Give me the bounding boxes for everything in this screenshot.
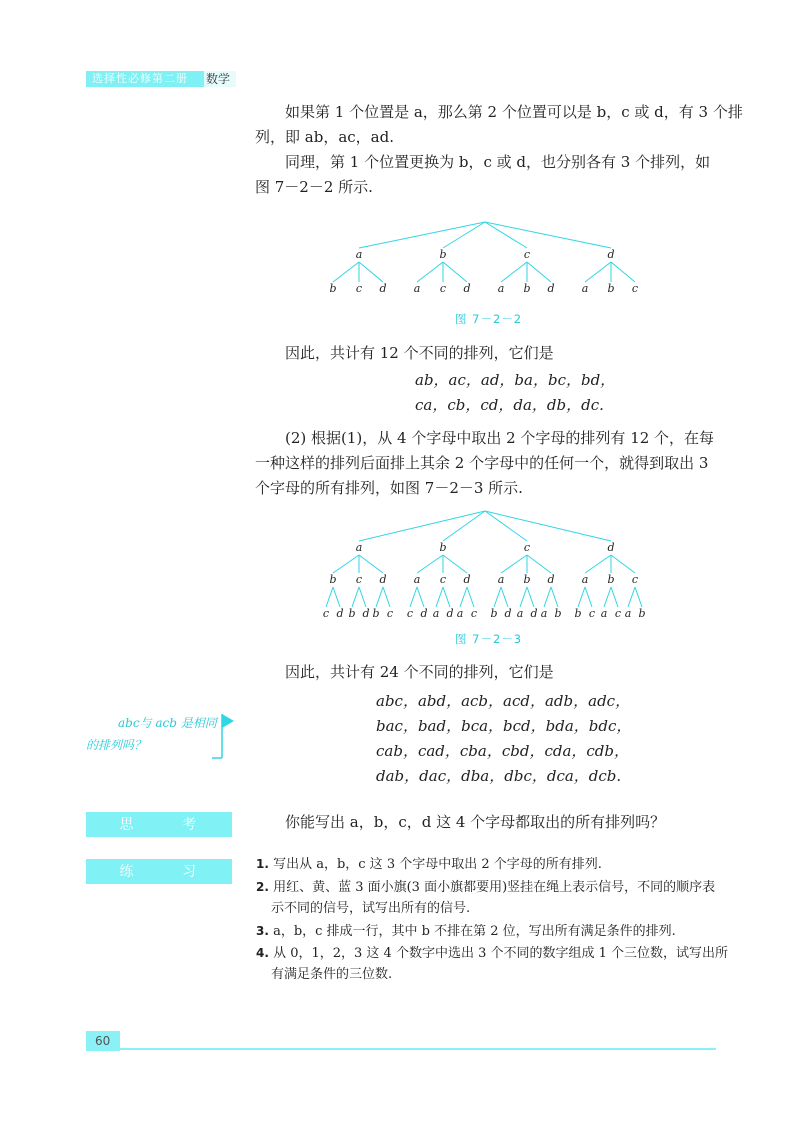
tree-figure-7-2-3 [0,505,800,625]
tree-edge-ba [417,262,443,282]
exercise-4-number: 4. [256,946,269,960]
tree-node-cb: b [523,282,531,295]
tree3-leaf-acd: d [362,607,370,620]
tree-edge-root-a [359,222,485,248]
header-series: 选择性必修第二册 [92,72,188,85]
exercise-4 [256,942,728,965]
tree-node-l1-a: a [355,248,363,261]
tree3-leaf-adb: b [372,607,380,620]
figure-7-2-3-caption: 图 7－2－3 [455,632,523,646]
header-subject-band [204,71,236,87]
para4-line2: 一种这样的排列后面排上其余 2 个字母中的任何一个，就得到取出 3 [255,454,709,472]
think-label: 思 考 [119,817,218,833]
tree3-edge-bcd [443,587,450,607]
tree3-edge-cbd [527,587,534,607]
tree3-node-db: b [607,573,615,586]
tree3-edge-dac [585,587,592,607]
tree3-node-l1-d: d [607,541,615,554]
practice-label-box [86,859,232,884]
tree3-leaf-cba: a [516,607,524,620]
margin-note-line2: 的排列吗？ [86,738,147,752]
tree-node-ba: a [413,282,421,295]
exercise-4-text-line2: 有满足条件的三位数. [271,967,393,982]
page-number-box [86,1031,120,1051]
para5: 因此，共计有 24 个不同的排列，它们是 [285,663,554,681]
exercise-1 [256,853,602,876]
tree3-node-dc: c [631,573,639,586]
tree3-edge-dba [604,587,611,607]
tree3-edge-bd [443,555,467,573]
tree-edge-dc [611,262,635,282]
list12-line1: ab，ac，ad，ba，bc，bd， [415,371,616,389]
tree3-leaf-dcb: b [638,607,646,620]
tree-edge-bd [443,262,467,282]
tree-edge-cd [527,262,551,282]
tree3-leaf-bca: a [432,607,440,620]
tree-node-cd: d [547,282,555,295]
tree3-leaf-acb: b [348,607,356,620]
tree3-leaf-bda: a [456,607,464,620]
tree3-leaf-cad: d [504,607,512,620]
tree-node-bd: d [463,282,471,295]
tree3-edge-bdc [467,587,474,607]
tree-figure-7-2-2 [0,210,800,310]
para4-line1: (2) 根据(1)，从 4 个字母中取出 2 个字母的排列有 12 个，在每 [285,429,715,447]
tree3-leaf-cab: b [490,607,498,620]
para2-line2: 图 7－2－2 所示. [255,178,373,196]
para1-line2: 列，即 ab，ac，ad. [255,128,394,146]
header-series-band [86,71,204,87]
tree-node-l1-b: b [439,248,447,261]
tree3-edge-dc [611,555,635,573]
tree3-leaf-abc: c [322,607,330,620]
tree3-edge-ca [501,555,527,573]
tree-node-ab: b [329,282,337,295]
tree-node-ca: a [497,282,505,295]
tree3-leaf-bcd: d [446,607,454,620]
tree-node-l1-c: c [523,248,531,261]
exercise-3-text: a，b，c 排成一行，其中 b 不排在第 2 位，写出所有满足条件的排列. [273,924,676,939]
tree-node-db: b [607,282,615,295]
tree-node-ad: d [379,282,387,295]
tree-edge-ab [333,262,359,282]
tree3-node-ad: d [379,573,387,586]
tree3-node-ca: a [497,573,505,586]
tree-node-dc: c [631,282,639,295]
tree3-edge-bca [436,587,443,607]
exercise-3-number: 3. [256,924,269,938]
tree3-leaf-bad: d [420,607,428,620]
list24-line2: bac，bad，bca，bcd，bda，bdc， [376,717,632,735]
tree3-edge-cda [544,587,551,607]
tree3-leaf-dba: a [600,607,608,620]
flag-icon [210,712,236,762]
tree3-edge-abd [333,587,340,607]
tree3-edge-dbc [611,587,618,607]
tree3-edge-acb [352,587,359,607]
tree3-edge-root-a [359,511,485,541]
exercise-1-text: 写出从 a，b，c 这 3 个字母中取出 2 个字母的所有排列. [273,857,602,872]
tree3-edge-ad [359,555,383,573]
tree3-leaf-dab: b [574,607,582,620]
tree3-node-bd: d [463,573,471,586]
tree3-node-l1-c: c [523,541,531,554]
tree3-leaf-cdb: b [554,607,562,620]
tree3-edge-cad [501,587,508,607]
tree-node-da: a [581,282,589,295]
page-number: 60 [95,1034,111,1048]
tree3-edge-cab [494,587,501,607]
tree3-node-ba: a [413,573,421,586]
tree3-edge-cba [520,587,527,607]
list24-line3: cab，cad，cba，cbd，cda，cdb， [376,742,629,760]
list24-line4: dab，dac，dba，dbc，dca，dcb. [376,767,622,785]
tree-edge-ad [359,262,383,282]
tree3-edge-bac [410,587,417,607]
tree3-edge-root-d [485,511,611,541]
tree3-leaf-cbd: d [530,607,538,620]
tree3-edge-da [585,555,611,573]
tree3-leaf-bdc: c [470,607,478,620]
tree3-leaf-bac: c [406,607,414,620]
figure-7-2-2-caption: 图 7－2－2 [455,312,523,326]
tree3-edge-acd [359,587,366,607]
tree3-leaf-dbc: c [614,607,622,620]
tree3-edge-bda [460,587,467,607]
list12-line2: ca，cb，cd，da，db，dc. [415,396,604,414]
tree3-edge-dab [578,587,585,607]
tree3-edge-adb [376,587,383,607]
tree3-leaf-dca: a [624,607,632,620]
tree3-edge-cd [527,555,551,573]
exercise-2 [256,876,715,899]
exercise-4-text-line1: 从 0，1，2，3 这 4 个数字中选出 3 个不同的数字组成 1 个三位数，试写出所 [273,946,729,961]
tree3-edge-ab [333,555,359,573]
tree3-leaf-abd: d [336,607,344,620]
exercise-2-text-line2: 示不同的信号，试写出所有的信号. [271,901,471,916]
tree3-node-ac: c [355,573,363,586]
tree3-node-cd: d [547,573,555,586]
tree3-leaf-adc: c [386,607,394,620]
exercise-2-number: 2. [256,880,269,894]
think-label-box [86,812,232,837]
tree-edge-root-d [485,222,611,248]
tree3-edge-dcb [635,587,642,607]
para2-line1: 同理，第 1 个位置更换为 b，c 或 d，也分别各有 3 个排列，如 [285,153,711,171]
practice-label: 练 习 [119,864,218,880]
tree3-edge-ba [417,555,443,573]
tree3-node-ab: b [329,573,337,586]
tree-edge-ca [501,262,527,282]
margin-note-line1: abc与 acb 是相同 [118,716,217,730]
tree3-edge-abc [326,587,333,607]
para1-line1: 如果第 1 个位置是 a，那么第 2 个位置可以是 b，c 或 d，有 3 个排 [285,103,743,121]
tree3-node-l1-b: b [439,541,447,554]
tree3-node-bc: c [439,573,447,586]
think-question: 你能写出 a，b，c，d 这 4 个字母都取出的所有排列吗？ [285,813,666,831]
tree3-node-cb: b [523,573,531,586]
exercise-3 [256,920,676,943]
tree3-node-l1-a: a [355,541,363,554]
para4-line3: 个字母的所有排列，如图 7－2－3 所示. [255,479,523,497]
tree-edge-da [585,262,611,282]
tree3-node-da: a [581,573,589,586]
tree3-edge-adc [383,587,390,607]
tree3-leaf-dac: c [588,607,596,620]
footer-rule [120,1048,716,1050]
para3: 因此，共计有 12 个不同的排列，它们是 [285,344,554,362]
exercise-2-text-line1: 用红、黄、蓝 3 面小旗(3 面小旗都要用)竖挂在绳上表示信号，不同的顺序表 [273,880,716,895]
tree3-edge-cdb [551,587,558,607]
tree-node-ac: c [355,282,363,295]
exercise-1-number: 1. [256,857,269,871]
tree-node-l1-d: d [607,248,615,261]
tree3-edge-bad [417,587,424,607]
tree3-leaf-cda: a [540,607,548,620]
list24-line1: abc，abd，acb，acd，adb，adc， [376,692,631,710]
tree3-edge-dca [628,587,635,607]
tree-node-bc: c [439,282,447,295]
header-subject: 数学 [206,72,231,86]
